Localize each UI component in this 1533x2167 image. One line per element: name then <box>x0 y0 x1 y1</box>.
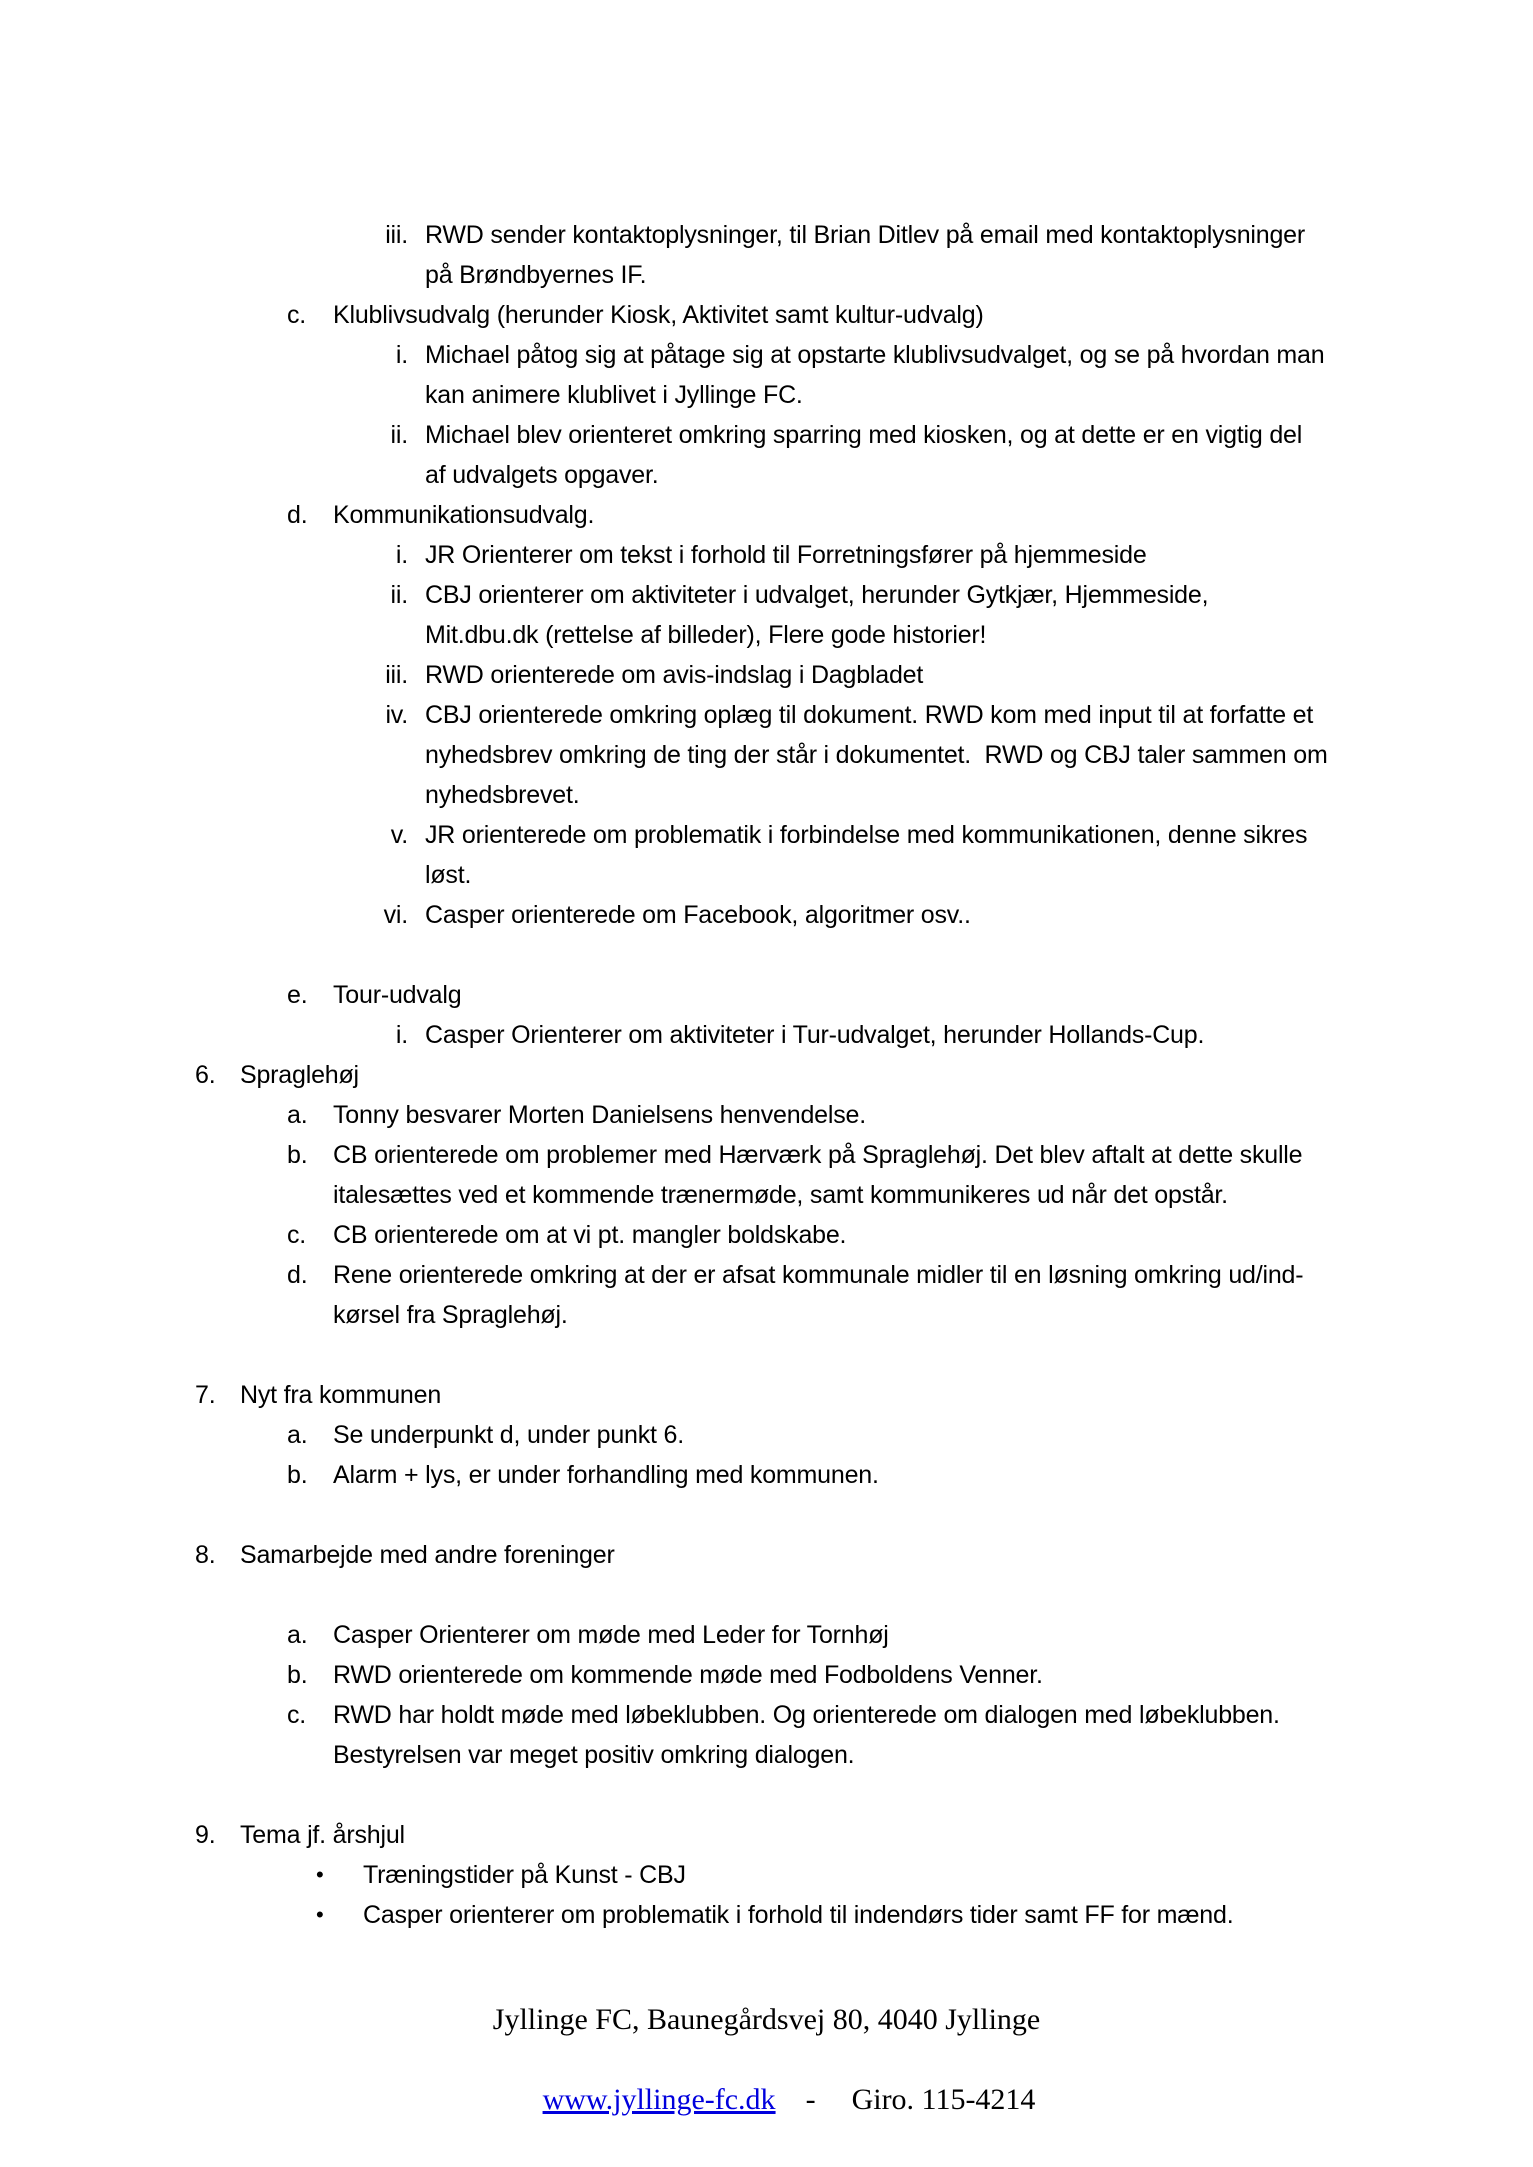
list-item <box>0 1415 1533 1455</box>
list-marker: d. <box>287 1261 308 1289</box>
list-item <box>0 375 1533 415</box>
list-item <box>0 975 1533 1015</box>
list-item <box>0 1815 1533 1855</box>
list-item-text: Alarm + lys, er under forhandling med kommunen. <box>333 1461 879 1489</box>
list-item-text: italesættes ved et kommende trænermøde, samt kommunikeres ud når det opstår. <box>333 1181 1228 1209</box>
list-item <box>0 295 1533 335</box>
list-item <box>0 215 1533 255</box>
list-item <box>0 455 1533 495</box>
list-marker: b. <box>287 1461 308 1489</box>
list-marker: iii. <box>385 661 408 689</box>
blank-line <box>0 935 1533 975</box>
list-marker: ii. <box>390 581 408 609</box>
list-item-text: Tonny besvarer Morten Danielsens henvendelse. <box>333 1101 866 1129</box>
list-item <box>0 575 1533 615</box>
list-marker: d. <box>287 501 308 529</box>
list-item <box>0 1055 1533 1095</box>
footer-giro-number: Giro. 115-4214 <box>851 2083 1036 2116</box>
list-marker: i. <box>395 1021 408 1049</box>
list-item <box>0 335 1533 375</box>
list-item-text: CBJ orienterer om aktiviteter i udvalget, herunder Gytkjær, Hjemmeside, <box>425 581 1209 609</box>
list-marker: b. <box>287 1661 308 1689</box>
footer-contact-line <box>0 2040 1533 2116</box>
list-item-text: Casper Orienterer om aktiviteter i Tur-udvalget, herunder Hollands-Cup. <box>425 1021 1205 1049</box>
list-item-text: kan animere klublivet i Jyllinge FC. <box>425 381 803 409</box>
list-item <box>0 535 1533 575</box>
list-marker: 9. <box>195 1821 216 1849</box>
list-marker: ii. <box>390 421 408 449</box>
list-item <box>0 1895 1533 1935</box>
list-item-text: Casper orienterede om Facebook, algoritmer osv.. <box>425 901 971 929</box>
list-item-text: RWD sender kontaktoplysninger, til Brian Ditlev på email med kontaktoplysninger <box>425 221 1306 249</box>
list-marker: i. <box>395 541 408 569</box>
list-item <box>0 1215 1533 1255</box>
list-item <box>0 1295 1533 1335</box>
list-item <box>0 655 1533 695</box>
list-marker: a. <box>287 1421 308 1449</box>
list-item-text: Tour-udvalg <box>333 981 462 1009</box>
footer-website-link[interactable]: www.jyllinge-fc.dk <box>542 2083 776 2116</box>
list-marker: c. <box>287 1701 307 1729</box>
list-item <box>0 1135 1533 1175</box>
list-marker: v. <box>390 821 408 849</box>
list-item-text: Kommunikationsudvalg. <box>333 501 595 529</box>
list-item <box>0 1655 1533 1695</box>
list-marker: 7. <box>195 1381 216 1409</box>
list-item <box>0 855 1533 895</box>
list-item-text: RWD har holdt møde med løbeklubben. Og orienterede om dialogen med løbeklubben. <box>333 1701 1280 1729</box>
meeting-minutes-list <box>0 215 1533 1935</box>
list-item <box>0 1015 1533 1055</box>
bullet-icon: • <box>316 1902 324 1927</box>
bullet-icon: • <box>316 1862 324 1887</box>
list-marker: iii. <box>385 221 408 249</box>
list-item-text: løst. <box>425 861 472 889</box>
list-item <box>0 1255 1533 1295</box>
list-item <box>0 1375 1533 1415</box>
footer-address: Jyllinge FC, Baunegårdsvej 80, 4040 Jyllinge <box>492 2003 1041 2036</box>
list-item-text: nyhedsbrevet. <box>425 781 580 809</box>
list-item-text: af udvalgets opgaver. <box>425 461 659 489</box>
list-item <box>0 1535 1533 1575</box>
list-item <box>0 1615 1533 1655</box>
list-item <box>0 495 1533 535</box>
list-marker: a. <box>287 1101 308 1129</box>
list-item <box>0 1735 1533 1775</box>
list-item <box>0 1855 1533 1895</box>
list-marker: vi. <box>383 901 408 929</box>
list-item-text: CBJ orienterede omkring oplæg til dokument. RWD kom med input til at forfatte et <box>425 701 1314 729</box>
list-item-text: JR orienterede om problematik i forbindelse med kommunikationen, denne sikres <box>425 821 1308 849</box>
list-item <box>0 815 1533 855</box>
list-item-text: Mit.dbu.dk (rettelse af billeder), Flere gode historier! <box>425 621 987 649</box>
list-item-text: nyhedsbrev omkring de ting der står i dokumentet. RWD og CBJ taler sammen om <box>425 741 1328 769</box>
list-marker: 8. <box>195 1541 216 1569</box>
list-item-text: Tema jf. årshjul <box>240 1821 405 1849</box>
list-item-text: på Brøndbyernes IF. <box>425 261 647 289</box>
list-item-text: Rene orienterede omkring at der er afsat kommunale midler til en løsning omkring ud/ind- <box>333 1261 1304 1289</box>
list-marker: 6. <box>195 1061 216 1089</box>
page-footer <box>0 2000 1533 2116</box>
list-item-text: Michael påtog sig at påtage sig at opstarte klublivsudvalget, og se på hvordan man <box>425 341 1325 369</box>
list-item-text: Bestyrelsen var meget positiv omkring dialogen. <box>333 1741 855 1769</box>
list-item-text: Klublivsudvalg (herunder Kiosk, Aktivitet samt kultur-udvalg) <box>333 301 984 329</box>
list-item <box>0 415 1533 455</box>
list-item-text: CB orienterede om problemer med Hærværk på Spraglehøj. Det blev aftalt at dette skulle <box>333 1141 1303 1169</box>
list-marker: c. <box>287 301 307 329</box>
list-item-text: Se underpunkt d, under punkt 6. <box>333 1421 685 1449</box>
list-item <box>0 1175 1533 1215</box>
blank-line <box>0 1575 1533 1615</box>
list-item-text: RWD orienterede om avis-indslag i Dagbladet <box>425 661 924 689</box>
list-item-text: Spraglehøj <box>240 1061 359 1089</box>
list-item-text: JR Orienterer om tekst i forhold til Forretningsfører på hjemmeside <box>425 541 1147 569</box>
list-item-text: CB orienterede om at vi pt. mangler boldskabe. <box>333 1221 847 1249</box>
list-item-text: kørsel fra Spraglehøj. <box>333 1301 568 1329</box>
list-item <box>0 695 1533 735</box>
list-item-text: Casper Orienterer om møde med Leder for Tornhøj <box>333 1621 889 1649</box>
list-item <box>0 895 1533 935</box>
list-item <box>0 775 1533 815</box>
list-marker: e. <box>287 981 308 1009</box>
list-item <box>0 1695 1533 1735</box>
list-item <box>0 1095 1533 1135</box>
list-marker: iv. <box>385 701 408 729</box>
list-marker: i. <box>395 341 408 369</box>
list-marker: b. <box>287 1141 308 1169</box>
list-item-text: Nyt fra kommunen <box>240 1381 442 1409</box>
list-item-text: Casper orienterer om problematik i forhold til indendørs tider samt FF for mænd. <box>363 1901 1234 1929</box>
list-marker: c. <box>287 1221 307 1249</box>
blank-line <box>0 1495 1533 1535</box>
list-item <box>0 255 1533 295</box>
list-item-text: RWD orienterede om kommende møde med Fodboldens Venner. <box>333 1661 1043 1689</box>
list-item-text: Michael blev orienteret omkring sparring med kiosken, og at dette er en vigtig del <box>425 421 1303 449</box>
list-item <box>0 1455 1533 1495</box>
list-item-text: Samarbejde med andre foreninger <box>240 1541 615 1569</box>
list-item <box>0 615 1533 655</box>
list-item-text: Træningstider på Kunst - CBJ <box>363 1861 686 1889</box>
blank-line <box>0 1775 1533 1815</box>
footer-separator: - <box>805 2083 816 2116</box>
list-marker: a. <box>287 1621 308 1649</box>
list-item <box>0 735 1533 775</box>
blank-line <box>0 1335 1533 1375</box>
